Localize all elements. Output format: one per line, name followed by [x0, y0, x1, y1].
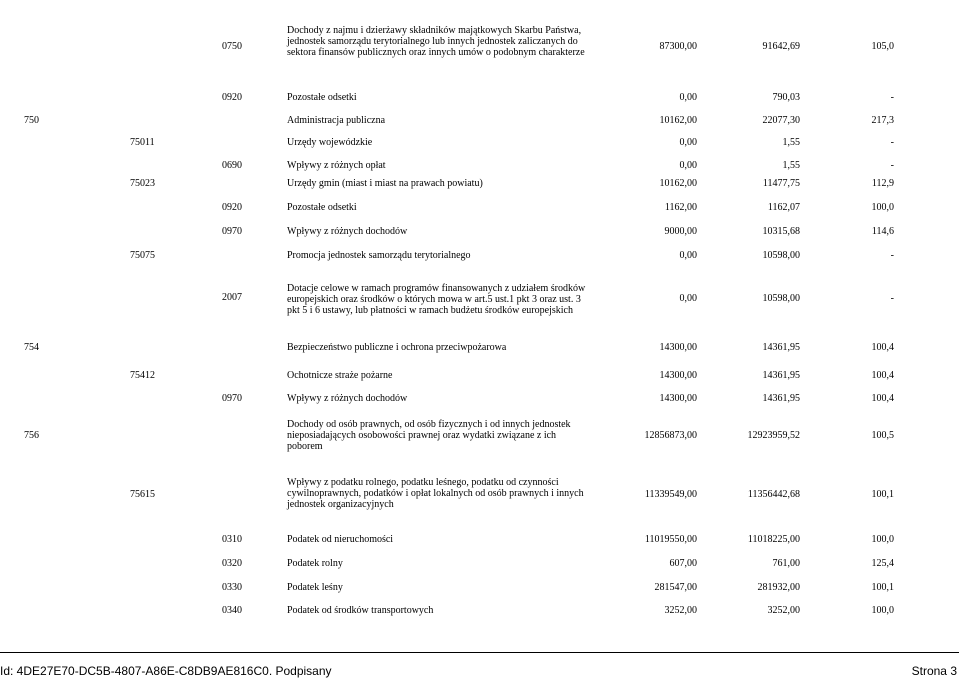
- classification-code: 750: [24, 115, 39, 126]
- planned-amount: 12856873,00: [644, 430, 697, 441]
- planned-amount: 87300,00: [659, 41, 697, 52]
- executed-amount: 790,03: [772, 92, 800, 103]
- executed-amount: 3252,00: [767, 605, 800, 616]
- description: Bezpieczeństwo publiczne i ochrona przeciwpożarowa: [287, 342, 507, 353]
- planned-amount: 14300,00: [659, 342, 697, 353]
- description: Wpływy z różnych opłat: [287, 160, 386, 171]
- planned-amount: 0,00: [679, 160, 697, 171]
- description: Ochotnicze straże pożarne: [287, 370, 393, 381]
- percent-executed: 100,1: [871, 489, 894, 500]
- description: Promocja jednostek samorządu terytorialnego: [287, 250, 471, 261]
- classification-code: 75075: [130, 250, 155, 261]
- description: Podatek od nieruchomości: [287, 534, 394, 545]
- executed-amount: 1162,07: [767, 202, 800, 213]
- planned-amount: 3252,00: [664, 605, 697, 616]
- planned-amount: 281547,00: [654, 582, 697, 593]
- page-number: Strona 3: [911, 664, 957, 678]
- classification-code: 75412: [130, 370, 155, 381]
- planned-amount: 0,00: [679, 293, 697, 304]
- description: Dochody od osób prawnych, od osób fizycznych i od innych jednostek nieposiadających osobowości prawnej oraz wydatki związane z ich poborem: [287, 419, 571, 452]
- planned-amount: 11019550,00: [644, 534, 697, 545]
- executed-amount: 12923959,52: [747, 430, 800, 441]
- classification-code: 75615: [130, 489, 155, 500]
- percent-executed: -: [890, 160, 894, 171]
- planned-amount: 0,00: [679, 250, 697, 261]
- classification-code: 0920: [222, 202, 242, 213]
- percent-executed: 112,9: [871, 178, 894, 189]
- classification-code: 0970: [222, 393, 242, 404]
- planned-amount: 10162,00: [659, 178, 697, 189]
- classification-code: 756: [24, 430, 39, 441]
- description: Pozostałe odsetki: [287, 92, 357, 103]
- description: Administracja publiczna: [287, 115, 386, 126]
- executed-amount: 10598,00: [762, 250, 800, 261]
- percent-executed: 100,5: [871, 430, 894, 441]
- description: Podatek rolny: [287, 558, 343, 569]
- planned-amount: 14300,00: [659, 393, 697, 404]
- executed-amount: 1,55: [782, 160, 800, 171]
- classification-code: 0690: [222, 160, 242, 171]
- classification-code: 75011: [130, 137, 155, 148]
- percent-executed: 100,4: [871, 393, 894, 404]
- description: Dochody z najmu i dzierżawy składników majątkowych Skarbu Państwa, jednostek samorządu terytorialnego lub innych jednostek zaliczanych do sektora finansów publicznych oraz innych umów o podobnym charakterze: [287, 25, 585, 58]
- description: Podatek od środków transportowych: [287, 605, 434, 616]
- executed-amount: 11018225,00: [747, 534, 800, 545]
- planned-amount: 11339549,00: [644, 489, 697, 500]
- percent-executed: 100,0: [871, 202, 894, 213]
- planned-amount: 1162,00: [664, 202, 697, 213]
- description: Dotacje celowe w ramach programów finansowanych z udziałem środków europejskich oraz środków o których mowa w art.5 ust.1 pkt 3 oraz ust. 3 pkt 5 i 6 ustawy, lub płatności w ramach budżetu środków europejskich: [287, 283, 586, 316]
- executed-amount: 22077,30: [762, 115, 800, 126]
- classification-code: 0970: [222, 226, 242, 237]
- percent-executed: -: [890, 250, 894, 261]
- planned-amount: 0,00: [679, 92, 697, 103]
- description: Urzędy gmin (miast i miast na prawach powiatu): [287, 178, 483, 189]
- description: Wpływy z różnych dochodów: [287, 226, 408, 237]
- classification-code: 0310: [222, 534, 242, 545]
- percent-executed: -: [890, 293, 894, 304]
- planned-amount: 0,00: [679, 137, 697, 148]
- executed-amount: 11356442,68: [747, 489, 800, 500]
- description: Urzędy wojewódzkie: [287, 137, 373, 148]
- classification-code: 0330: [222, 582, 242, 593]
- planned-amount: 10162,00: [659, 115, 697, 126]
- executed-amount: 11477,75: [762, 178, 800, 189]
- planned-amount: 9000,00: [664, 226, 697, 237]
- percent-executed: 105,0: [871, 41, 894, 52]
- classification-code: 0320: [222, 558, 242, 569]
- executed-amount: 14361,95: [762, 393, 800, 404]
- description: Wpływy z podatku rolnego, podatku leśnego, podatku od czynności cywilnoprawnych, podatków i opłat lokalnych od osób prawnych i innych jednostek organizacyjnych: [287, 477, 584, 510]
- percent-executed: -: [890, 137, 894, 148]
- executed-amount: 281932,00: [757, 582, 800, 593]
- description: Wpływy z różnych dochodów: [287, 393, 408, 404]
- executed-amount: 14361,95: [762, 342, 800, 353]
- classification-code: 2007: [222, 292, 242, 303]
- executed-amount: 14361,95: [762, 370, 800, 381]
- executed-amount: 761,00: [772, 558, 800, 569]
- document-id: Id: 4DE27E70-DC5B-4807-A86E-C8DB9AE816C0. Podpisany: [0, 664, 332, 678]
- executed-amount: 1,55: [782, 137, 800, 148]
- planned-amount: 607,00: [669, 558, 697, 569]
- percent-executed: 100,0: [871, 605, 894, 616]
- percent-executed: 114,6: [871, 226, 894, 237]
- executed-amount: 10315,68: [762, 226, 800, 237]
- executed-amount: 10598,00: [762, 293, 800, 304]
- percent-executed: 100,0: [871, 534, 894, 545]
- percent-executed: 100,4: [871, 342, 894, 353]
- description: Pozostałe odsetki: [287, 202, 357, 213]
- planned-amount: 14300,00: [659, 370, 697, 381]
- classification-code: 0340: [222, 605, 242, 616]
- classification-code: 75023: [130, 178, 155, 189]
- footer-divider: [0, 652, 959, 653]
- classification-code: 0750: [222, 41, 242, 52]
- percent-executed: 100,1: [871, 582, 894, 593]
- description: Podatek leśny: [287, 582, 343, 593]
- classification-code: 0920: [222, 92, 242, 103]
- percent-executed: 100,4: [871, 370, 894, 381]
- percent-executed: -: [890, 92, 894, 103]
- classification-code: 754: [24, 342, 39, 353]
- percent-executed: 217,3: [871, 115, 894, 126]
- percent-executed: 125,4: [871, 558, 894, 569]
- executed-amount: 91642,69: [762, 41, 800, 52]
